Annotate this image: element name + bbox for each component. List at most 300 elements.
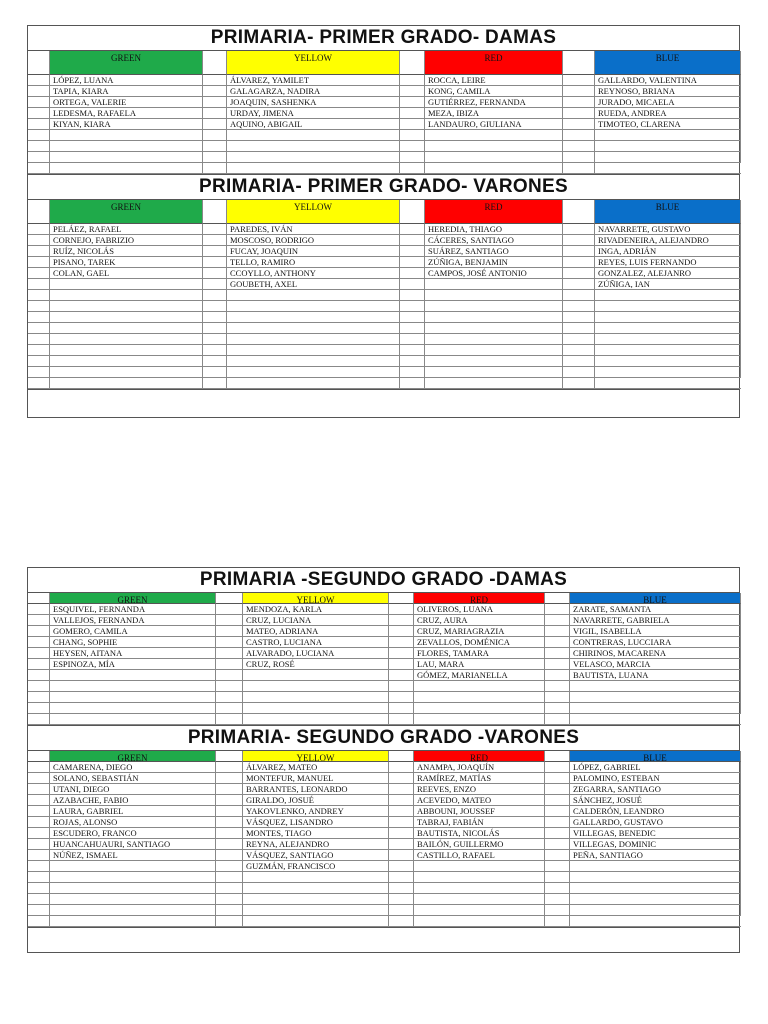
spacer-cell (389, 773, 414, 784)
student-name-cell: PISANO, TAREK (50, 257, 203, 268)
student-name-cell: REYES, LUIS FERNANDO (595, 257, 741, 268)
spacer-cell (545, 751, 570, 762)
spacer-cell (28, 301, 50, 312)
spacer-cell (28, 290, 50, 301)
spacer-cell (389, 828, 414, 839)
spacer-cell (216, 872, 243, 883)
spacer-cell (203, 235, 227, 246)
spacer-cell (28, 839, 50, 850)
student-name-cell: VIGIL, ISABELLA (570, 626, 741, 637)
student-name-cell: CÁCERES, SANTIAGO (425, 235, 563, 246)
spacer-cell (400, 200, 425, 224)
spacer-cell (389, 850, 414, 861)
student-name-cell (595, 152, 741, 163)
spacer-cell (216, 784, 243, 795)
spacer-cell (28, 75, 50, 86)
student-name-cell (425, 378, 563, 389)
spacer-cell (545, 916, 570, 927)
student-name-cell (425, 345, 563, 356)
section-title: PRIMARIA -SEGUNDO GRADO -DAMAS (28, 568, 739, 593)
spacer-cell (545, 648, 570, 659)
student-name-cell (227, 323, 400, 334)
student-name-cell (227, 312, 400, 323)
team-header-green: GREEN (50, 200, 203, 224)
student-name-cell: VÁSQUEZ, LISANDRO (243, 817, 389, 828)
student-name-cell: BAUTISTA, NICOLÁS (414, 828, 545, 839)
spacer-cell (28, 345, 50, 356)
student-name-cell (595, 290, 741, 301)
student-name-cell: MONTEFUR, MANUEL (243, 773, 389, 784)
student-name-cell: REEVES, ENZO (414, 784, 545, 795)
student-name-cell: VALLEJOS, FERNANDA (50, 615, 216, 626)
spacer-cell (389, 751, 414, 762)
spacer-cell (545, 604, 570, 615)
spacer-cell (545, 894, 570, 905)
student-name-cell (50, 670, 216, 681)
spacer-cell (563, 268, 595, 279)
spacer-cell (400, 141, 425, 152)
student-name-cell (425, 163, 563, 174)
student-name-cell (243, 872, 389, 883)
student-name-cell: BARRANTES, LEONARDO (243, 784, 389, 795)
spacer-cell (216, 861, 243, 872)
spacer-cell (400, 323, 425, 334)
student-name-cell (50, 290, 203, 301)
spacer-cell (28, 257, 50, 268)
spacer-cell (28, 861, 50, 872)
student-name-cell: CRUZ, ROSÉ (243, 659, 389, 670)
spacer-cell (400, 119, 425, 130)
student-name-cell: VÁSQUEZ, SANTIAGO (243, 850, 389, 861)
student-name-cell: HEREDIA, THIAGO (425, 224, 563, 235)
student-name-cell (227, 378, 400, 389)
spacer-cell (545, 828, 570, 839)
student-name-cell (50, 301, 203, 312)
student-name-cell: GALLARDO, GUSTAVO (570, 817, 741, 828)
spacer-cell (400, 51, 425, 75)
team-header-red: RED (414, 593, 545, 604)
spacer-cell (216, 626, 243, 637)
spacer-cell (400, 312, 425, 323)
spacer-cell (28, 784, 50, 795)
spacer-cell (389, 905, 414, 916)
student-name-cell (425, 141, 563, 152)
spacer-cell (563, 86, 595, 97)
student-name-cell (425, 367, 563, 378)
spacer-cell (216, 894, 243, 905)
student-name-cell (425, 323, 563, 334)
spacer-cell (216, 659, 243, 670)
spacer-cell (389, 817, 414, 828)
spacer-cell (28, 108, 50, 119)
student-name-cell (425, 356, 563, 367)
spacer-cell (216, 648, 243, 659)
student-name-cell: LAU, MARA (414, 659, 545, 670)
student-name-cell: BAUTISTA, LUANA (570, 670, 741, 681)
student-name-cell (50, 916, 216, 927)
spacer-cell (400, 334, 425, 345)
spacer-cell (203, 130, 227, 141)
spacer-cell (563, 279, 595, 290)
student-name-cell: GÓMEZ, MARIANELLA (414, 670, 545, 681)
spacer-cell (389, 648, 414, 659)
spacer-cell (563, 378, 595, 389)
spacer-cell (545, 692, 570, 703)
student-name-cell (595, 367, 741, 378)
spacer-cell (216, 828, 243, 839)
spacer-cell (389, 593, 414, 604)
student-name-cell (50, 894, 216, 905)
student-name-cell: CCOYLLO, ANTHONY (227, 268, 400, 279)
student-name-cell: CONTRERAS, LUCCIARA (570, 637, 741, 648)
student-name-cell (50, 312, 203, 323)
team-header-red: RED (425, 51, 563, 75)
student-name-cell: SÁNCHEZ, JOSUÉ (570, 795, 741, 806)
spacer-cell (545, 773, 570, 784)
spacer-cell (28, 615, 50, 626)
student-name-cell: ESCUDERO, FRANCO (50, 828, 216, 839)
spacer-cell (203, 312, 227, 323)
spacer-cell (563, 163, 595, 174)
student-name-cell (227, 141, 400, 152)
spacer-cell (28, 268, 50, 279)
roster-table (28, 51, 739, 175)
student-name-cell: INGA, ADRIÁN (595, 246, 741, 257)
section (28, 175, 739, 390)
spacer-cell (216, 670, 243, 681)
student-name-cell: CORNEJO, FABRIZIO (50, 235, 203, 246)
spacer-cell (203, 290, 227, 301)
spacer-cell (28, 130, 50, 141)
student-name-cell (425, 130, 563, 141)
student-name-cell (414, 703, 545, 714)
student-name-cell (50, 279, 203, 290)
student-name-cell: FUCAY, JOAQUIN (227, 246, 400, 257)
spacer-cell (28, 604, 50, 615)
spacer-cell (389, 714, 414, 725)
spacer-cell (216, 795, 243, 806)
spacer-cell (203, 257, 227, 268)
student-name-cell (570, 681, 741, 692)
spacer-cell (216, 762, 243, 773)
spacer-cell (203, 119, 227, 130)
spacer-cell (563, 108, 595, 119)
student-name-cell: TAPIA, KIARA (50, 86, 203, 97)
student-name-cell (50, 130, 203, 141)
spacer-cell (216, 714, 243, 725)
team-header-green: GREEN (50, 51, 203, 75)
spacer-cell (216, 681, 243, 692)
student-name-cell (50, 872, 216, 883)
spacer-cell (400, 235, 425, 246)
spacer-cell (28, 626, 50, 637)
student-name-cell: CHANG, SOPHIE (50, 637, 216, 648)
spacer-cell (545, 861, 570, 872)
spacer-cell (203, 246, 227, 257)
student-name-cell (50, 378, 203, 389)
student-name-cell: LÓPEZ, GABRIEL (570, 762, 741, 773)
student-name-cell (595, 301, 741, 312)
student-name-cell: ZÚÑIGA, IAN (595, 279, 741, 290)
spacer-cell (28, 51, 50, 75)
student-name-cell: GUTIÉRREZ, FERNANDA (425, 97, 563, 108)
team-header-yellow: YELLOW (227, 51, 400, 75)
spacer-cell (389, 784, 414, 795)
student-name-cell: TABRAJ, FABIÁN (414, 817, 545, 828)
student-name-cell (227, 130, 400, 141)
section-title: PRIMARIA- PRIMER GRADO- VARONES (28, 175, 739, 200)
student-name-cell (50, 905, 216, 916)
spacer-cell (545, 681, 570, 692)
spacer-cell (389, 894, 414, 905)
spacer-cell (28, 312, 50, 323)
spacer-cell (28, 224, 50, 235)
student-name-cell: KIYAN, KIARA (50, 119, 203, 130)
spacer-cell (545, 615, 570, 626)
student-name-cell (227, 301, 400, 312)
spacer-cell (28, 356, 50, 367)
student-name-cell (243, 916, 389, 927)
spacer-cell (216, 615, 243, 626)
student-name-cell: VILLEGAS, BENEDIC (570, 828, 741, 839)
spacer-cell (545, 593, 570, 604)
student-name-cell: CAMARENA, DIEGO (50, 762, 216, 773)
student-name-cell: LÓPEZ, LUANA (50, 75, 203, 86)
student-name-cell: ESPINOZA, MÍA (50, 659, 216, 670)
team-header-green: GREEN (50, 593, 216, 604)
spacer-cell (545, 714, 570, 725)
spacer-cell (28, 714, 50, 725)
spacer-cell (563, 75, 595, 86)
spacer-cell (400, 257, 425, 268)
team-header-green: GREEN (50, 751, 216, 762)
spacer-cell (400, 224, 425, 235)
spacer-cell (216, 817, 243, 828)
student-name-cell: ZÚÑIGA, BENJAMIN (425, 257, 563, 268)
student-name-cell: PEÑA, SANTIAGO (570, 850, 741, 861)
roster-table (28, 751, 739, 928)
student-name-cell: MOSCOSO, RODRIGO (227, 235, 400, 246)
student-name-cell: GIRALDO, JOSUÉ (243, 795, 389, 806)
spacer-cell (545, 659, 570, 670)
spacer-cell (389, 681, 414, 692)
section (28, 726, 739, 928)
spacer-cell (400, 356, 425, 367)
team-header-blue: BLUE (595, 200, 741, 224)
spacer-cell (545, 637, 570, 648)
student-name-cell (50, 356, 203, 367)
student-name-cell: ALVARADO, LUCIANA (243, 648, 389, 659)
student-name-cell (570, 883, 741, 894)
student-name-cell (414, 905, 545, 916)
student-name-cell: PELÁEZ, RAFAEL (50, 224, 203, 235)
spacer-cell (563, 323, 595, 334)
spacer-cell (563, 51, 595, 75)
student-name-cell (50, 883, 216, 894)
roster-table (28, 200, 739, 390)
student-name-cell: UTANI, DIEGO (50, 784, 216, 795)
student-name-cell (595, 345, 741, 356)
student-name-cell: COLAN, GAEL (50, 268, 203, 279)
student-name-cell (243, 692, 389, 703)
spacer-cell (400, 163, 425, 174)
spacer-cell (203, 334, 227, 345)
spacer-cell (203, 323, 227, 334)
student-name-cell: AZABACHE, FABIO (50, 795, 216, 806)
spacer-cell (563, 119, 595, 130)
spacer-cell (216, 883, 243, 894)
student-name-cell (50, 703, 216, 714)
student-name-cell: GOMERO, CAMILA (50, 626, 216, 637)
spacer-cell (389, 872, 414, 883)
student-name-cell: ORTEGA, VALERIE (50, 97, 203, 108)
spacer-cell (28, 850, 50, 861)
student-name-cell (414, 894, 545, 905)
spacer-cell (389, 916, 414, 927)
student-name-cell: LAURA, GABRIEL (50, 806, 216, 817)
spacer-cell (545, 806, 570, 817)
spacer-cell (400, 75, 425, 86)
student-name-cell: ZEGARRA, SANTIAGO (570, 784, 741, 795)
spacer-cell (28, 323, 50, 334)
student-name-cell (50, 367, 203, 378)
spacer-cell (563, 246, 595, 257)
spacer-cell (28, 872, 50, 883)
spacer-cell (216, 806, 243, 817)
student-name-cell: SUÁREZ, SANTIAGO (425, 246, 563, 257)
spacer-cell (203, 152, 227, 163)
spacer-cell (28, 806, 50, 817)
student-name-cell: ROJAS, ALONSO (50, 817, 216, 828)
spacer-cell (28, 141, 50, 152)
team-header-blue: BLUE (570, 593, 741, 604)
spacer-cell (563, 334, 595, 345)
spacer-cell (203, 345, 227, 356)
spacer-cell (28, 119, 50, 130)
section-title: PRIMARIA- PRIMER GRADO- DAMAS (28, 26, 739, 51)
student-name-cell (414, 883, 545, 894)
spacer-cell (28, 883, 50, 894)
student-name-cell: JURADO, MICAELA (595, 97, 741, 108)
student-name-cell: OLIVEROS, LUANA (414, 604, 545, 615)
spacer-cell (203, 378, 227, 389)
spacer-cell (28, 86, 50, 97)
student-name-cell: FLORES, TAMARA (414, 648, 545, 659)
spacer-cell (400, 246, 425, 257)
student-name-cell (227, 334, 400, 345)
spacer-cell (28, 593, 50, 604)
spacer-cell (563, 257, 595, 268)
student-name-cell: PALOMINO, ESTEBAN (570, 773, 741, 784)
student-name-cell (227, 290, 400, 301)
team-header-blue: BLUE (570, 751, 741, 762)
student-name-cell (50, 714, 216, 725)
student-name-cell (243, 681, 389, 692)
student-name-cell: GALAGARZA, NADIRA (227, 86, 400, 97)
student-name-cell (425, 312, 563, 323)
student-name-cell: NAVARRETE, GUSTAVO (595, 224, 741, 235)
spacer-cell (216, 703, 243, 714)
student-name-cell: CASTILLO, RAFAEL (414, 850, 545, 861)
student-name-cell (595, 356, 741, 367)
spacer-cell (545, 905, 570, 916)
student-name-cell (425, 279, 563, 290)
team-header-red: RED (425, 200, 563, 224)
student-name-cell (243, 894, 389, 905)
spacer-cell (216, 839, 243, 850)
roster-table (28, 593, 739, 726)
student-name-cell (50, 692, 216, 703)
student-name-cell (243, 883, 389, 894)
student-name-cell (50, 861, 216, 872)
spacer-cell (28, 751, 50, 762)
spacer-cell (545, 670, 570, 681)
student-name-cell: ÁLVAREZ, YAMILET (227, 75, 400, 86)
student-name-cell: TIMOTEO, CLARENA (595, 119, 741, 130)
sheet-primer-grado (27, 25, 740, 418)
spacer-cell (389, 670, 414, 681)
student-name-cell (50, 163, 203, 174)
student-name-cell: ACEVEDO, MATEO (414, 795, 545, 806)
student-name-cell (414, 861, 545, 872)
student-name-cell: ROCCA, LEIRE (425, 75, 563, 86)
spacer-cell (28, 246, 50, 257)
spacer-cell (563, 130, 595, 141)
spacer-cell (400, 345, 425, 356)
student-name-cell (570, 861, 741, 872)
student-name-cell: CRUZ, LUCIANA (243, 615, 389, 626)
student-name-cell (227, 163, 400, 174)
spacer-cell (563, 224, 595, 235)
student-name-cell (414, 916, 545, 927)
spacer-cell (28, 692, 50, 703)
spacer-cell (389, 637, 414, 648)
spacer-cell (28, 703, 50, 714)
spacer-cell (216, 751, 243, 762)
student-name-cell (595, 163, 741, 174)
spacer-cell (216, 916, 243, 927)
spacer-cell (563, 367, 595, 378)
student-name-cell (595, 334, 741, 345)
spacer-cell (545, 883, 570, 894)
spacer-cell (563, 356, 595, 367)
student-name-cell (425, 334, 563, 345)
spacer-cell (28, 762, 50, 773)
spacer-cell (389, 692, 414, 703)
student-name-cell: MEZA, IBIZA (425, 108, 563, 119)
student-name-cell (595, 323, 741, 334)
spacer-cell (203, 97, 227, 108)
team-header-red: RED (414, 751, 545, 762)
student-name-cell: CAMPOS, JOSÉ ANTONIO (425, 268, 563, 279)
team-header-blue: BLUE (595, 51, 741, 75)
student-name-cell (570, 714, 741, 725)
spacer-cell (545, 784, 570, 795)
spacer-cell (203, 224, 227, 235)
spacer-cell (28, 637, 50, 648)
student-name-cell: TELLO, RAMIRO (227, 257, 400, 268)
spacer-cell (203, 108, 227, 119)
spacer-cell (400, 290, 425, 301)
spacer-cell (216, 850, 243, 861)
student-name-cell: ZEVALLOS, DOMÉNICA (414, 637, 545, 648)
spacer-cell (563, 152, 595, 163)
spacer-cell (203, 356, 227, 367)
spacer-cell (545, 850, 570, 861)
spacer-cell (389, 762, 414, 773)
spacer-cell (203, 200, 227, 224)
spacer-cell (545, 703, 570, 714)
